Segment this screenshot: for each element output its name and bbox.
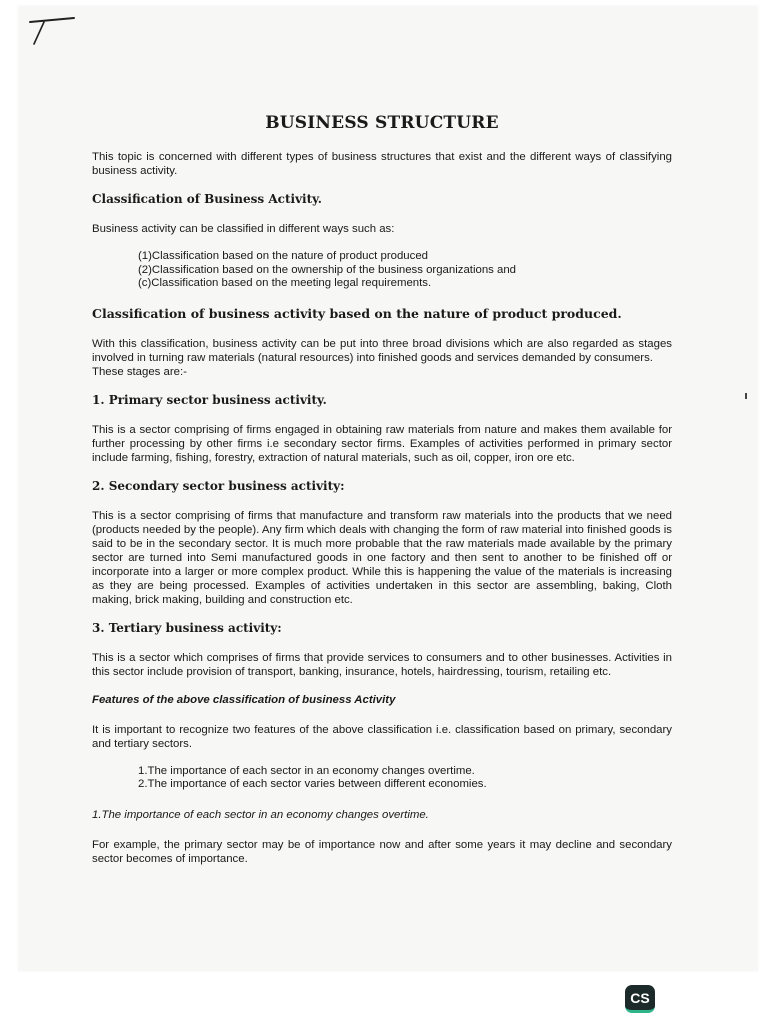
tertiary-text: This is a sector which comprises of firms that provide services to consumers and to other businesses. Activities in this sector include provision of transport, banking, insurance, hotels, hairdressing, tourism, retailing etc.	[92, 651, 672, 678]
list-item: 2.The importance of each sector varies between different economies.	[138, 778, 487, 790]
feature1-heading: 1.The importance of each sector in an economy changes overtime.	[92, 808, 429, 821]
camscanner-logo-icon: CS	[625, 985, 655, 1013]
nature-heading: Classification of business activity based on the nature of product produced.	[92, 305, 622, 321]
features-intro: It is important to recognize two features of the above classification i.e. classification based on primary, secondary and tertiary sectors.	[92, 723, 672, 750]
secondary-heading: 2. Secondary sector business activity:	[92, 478, 345, 493]
page-title: BUSINESS STRUCTURE	[265, 113, 499, 133]
stages-label: These stages are:-	[92, 365, 187, 378]
list-item: (1)Classification based on the nature of product produced	[138, 250, 429, 262]
primary-text: This is a sector comprising of firms engaged in obtaining raw materials from nature and makes them available for further processing by other firms i.e secondary sector firms. Examples of activities performed in primary sector include farming, fishing, forestry, extraction of natural materials, such as oil, copper, iron ore etc.	[92, 423, 672, 464]
scan-edge-mark	[745, 393, 747, 399]
nature-intro: With this classification, business activity can be put into three broad divisions which are also regarded as stages involved in turning raw materials (natural resources) into finished goods and services demanded by consumers.	[92, 337, 672, 364]
classification-heading: Classification of Business Activity.	[92, 192, 322, 206]
feature1-text: For example, the primary sector may be of importance now and after some years it may decline and secondary sector becomes of importance.	[92, 838, 672, 865]
features-heading: Features of the above classification of business Activity	[92, 693, 396, 706]
list-item: 1.The importance of each sector in an economy changes overtime.	[138, 764, 475, 777]
primary-heading: 1. Primary sector business activity.	[92, 392, 327, 407]
document-body	[92, 113, 672, 880]
handwritten-mark	[22, 14, 82, 54]
list-item: (2)Classification based on the ownership of the business organizations and	[138, 263, 517, 276]
features-list	[138, 765, 672, 792]
intro-paragraph: This topic is concerned with different types of business structures that exist and the different ways of classifying business activity.	[92, 151, 672, 177]
classification-intro: Business activity can be classified in different ways such as:	[92, 223, 395, 235]
secondary-text: This is a sector comprising of firms that manufacture and transform raw materials into the products that we need (products needed by the people). Any firm which deals with changing the form of raw material into finished goods is said to be in the secondary sector. It is much more probable that the raw materials made available by the primary sector are turned into Semi manufactured goods in one factory and then sent to another to be finished off or incorporate into a larger or more complex product. While this is happening the value of the materials is increasing as they are being processed. Examples of activities undertaken in this sector are assembling, baking, Cloth making, brick making, building and construction etc.	[92, 509, 672, 606]
classification-list	[138, 250, 672, 291]
list-item: (c)Classification based on the meeting legal requirements.	[138, 277, 432, 289]
tertiary-heading: 3. Tertiary business activity:	[92, 620, 282, 635]
